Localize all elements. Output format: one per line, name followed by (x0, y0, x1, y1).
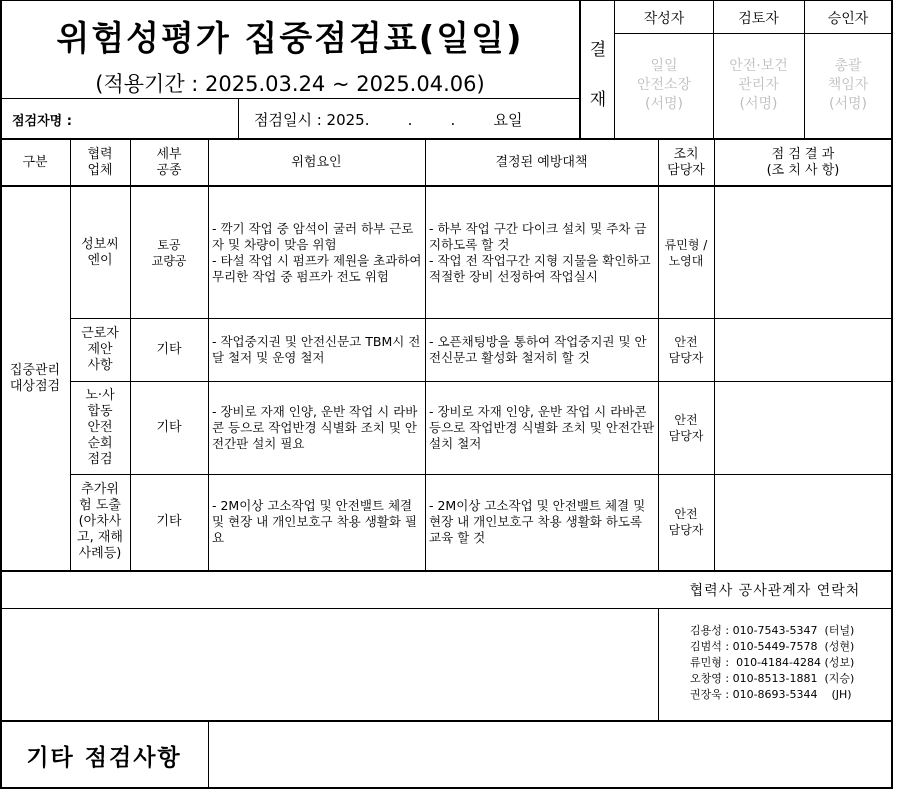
contacts-list (690, 623, 890, 713)
row-3-result[interactable] (714, 381, 892, 474)
role-reviewer: 검토자 (738, 10, 779, 27)
header-category: 구분 (22, 154, 48, 170)
row-2-partner: 근로자 제안 사항 (81, 325, 119, 373)
row-2-manager: 안전 담당자 (668, 334, 704, 365)
other-items-label: 기타 점검사항 (26, 744, 182, 771)
row-2-trade: 기타 (156, 341, 182, 357)
notes-area[interactable] (0, 608, 658, 720)
row-3-partner: 노·사 합동 안전 순회 점검 (85, 387, 115, 467)
signer-approver: 총괄 책임자 (서명) (827, 58, 869, 112)
row-4-result[interactable] (714, 474, 892, 570)
inspection-date: 점검일시 : 2025. . . 요일 (254, 110, 523, 129)
inspector-name-label: 점검자명 : (12, 113, 72, 129)
signer-reviewer: 안전·보건 관리자 (서명) (729, 58, 788, 112)
document-title: 위험성평가 집중점검표(일일) (56, 18, 524, 59)
row-1-measure: - 하부 작업 구간 다이크 설치 및 주차 금지하도록 할 것 - 작업 전 작업구간 지형 지물을 확인하고 적절한 장비 선정하여 작업실시 (429, 220, 651, 284)
row-2-risk: - 작업중지권 및 안전신문고 TBM시 전달 철저 및 운영 철저 (212, 333, 421, 365)
approval-label-1: 결 (589, 39, 607, 60)
row-4-manager: 안전 담당자 (668, 507, 704, 537)
contacts-title: 협력사 공사관계자 연락처 (689, 583, 861, 599)
header-measure: 결정된 예방대책 (495, 154, 588, 170)
contact-entry: 오창영 : 010-8513-1881 (지승) (690, 672, 855, 685)
row-3-manager: 안전 담당자 (668, 412, 704, 443)
header-result: 점 검 결 과 (조 치 사 항) (766, 146, 840, 178)
row-1-result[interactable] (714, 187, 892, 318)
signer-writer: 일일 안전소장 (서명) (636, 58, 692, 112)
row-1-manager: 류민형 / 노영대 (664, 237, 708, 268)
header-risk: 위험요인 (291, 154, 342, 170)
row-1-trade: 토공 교량공 (151, 237, 187, 268)
approval-label-2: 재 (589, 89, 607, 110)
row-2-result[interactable] (714, 318, 892, 381)
role-writer: 작성자 (643, 10, 685, 27)
header-trade: 세부 공종 (156, 146, 182, 178)
header-manager: 조치 담당자 (667, 146, 705, 178)
applicable-period: (적용기간 : 2025.03.24 ~ 2025.04.06) (95, 72, 485, 96)
row-3-risk: - 장비로 자재 인양, 운반 작업 시 라바콘 등으로 작업반경 식별화 조치 및 안전간판 설치 필요 (212, 403, 418, 451)
row-3-trade: 기타 (156, 419, 182, 435)
contact-entry: 김범석 : 010-5449-7578 (성현) (690, 640, 855, 653)
contact-entry: 권장욱 : 010-8693-5344 (JH) (690, 688, 852, 701)
role-approver: 승인자 (827, 10, 869, 27)
row-4-partner: 추가위 험 도출 (아차사 고, 재해 사례등) (77, 482, 123, 561)
row-4-risk: - 2M이상 고소작업 및 안전밸트 체결 및 현장 내 개인보호구 착용 생활화 필요 (212, 498, 417, 545)
category-cell: 집중관리 대상점검 (9, 362, 61, 394)
row-1-risk: - 깍기 작업 중 암석이 굴러 하부 근로자 및 차량이 맞음 위험 - 타설 작업 시 펌프카 제원을 초과하여 무리한 작업 중 펌프카 전도 위험 (212, 220, 422, 284)
other-items-field[interactable] (208, 722, 892, 788)
row-4-measure: - 2M이상 고소작업 및 안전밸트 체결 및 현장 내 개인보호구 착용 생활화 하도록 교육 할 것 (429, 498, 646, 545)
header-partner: 협력 업체 (87, 146, 113, 178)
contact-entry: 김용성 : 010-7543-5347 (터널) (690, 624, 855, 637)
row-1-partner: 성보씨 엔이 (81, 236, 119, 268)
row-2-measure: - 오픈채팅방을 통하여 작업중지권 및 안전신문고 활성화 철저히 할 것 (429, 333, 647, 365)
row-4-trade: 기타 (156, 514, 182, 529)
contact-entry: 류민형 : 010-4184-4284 (성보) (690, 656, 855, 669)
row-3-measure: - 장비로 자재 인양, 운반 작업 시 라바콘 등으로 작업반경 식별화 조치 및 안전간판 설치 철저 (429, 403, 655, 451)
